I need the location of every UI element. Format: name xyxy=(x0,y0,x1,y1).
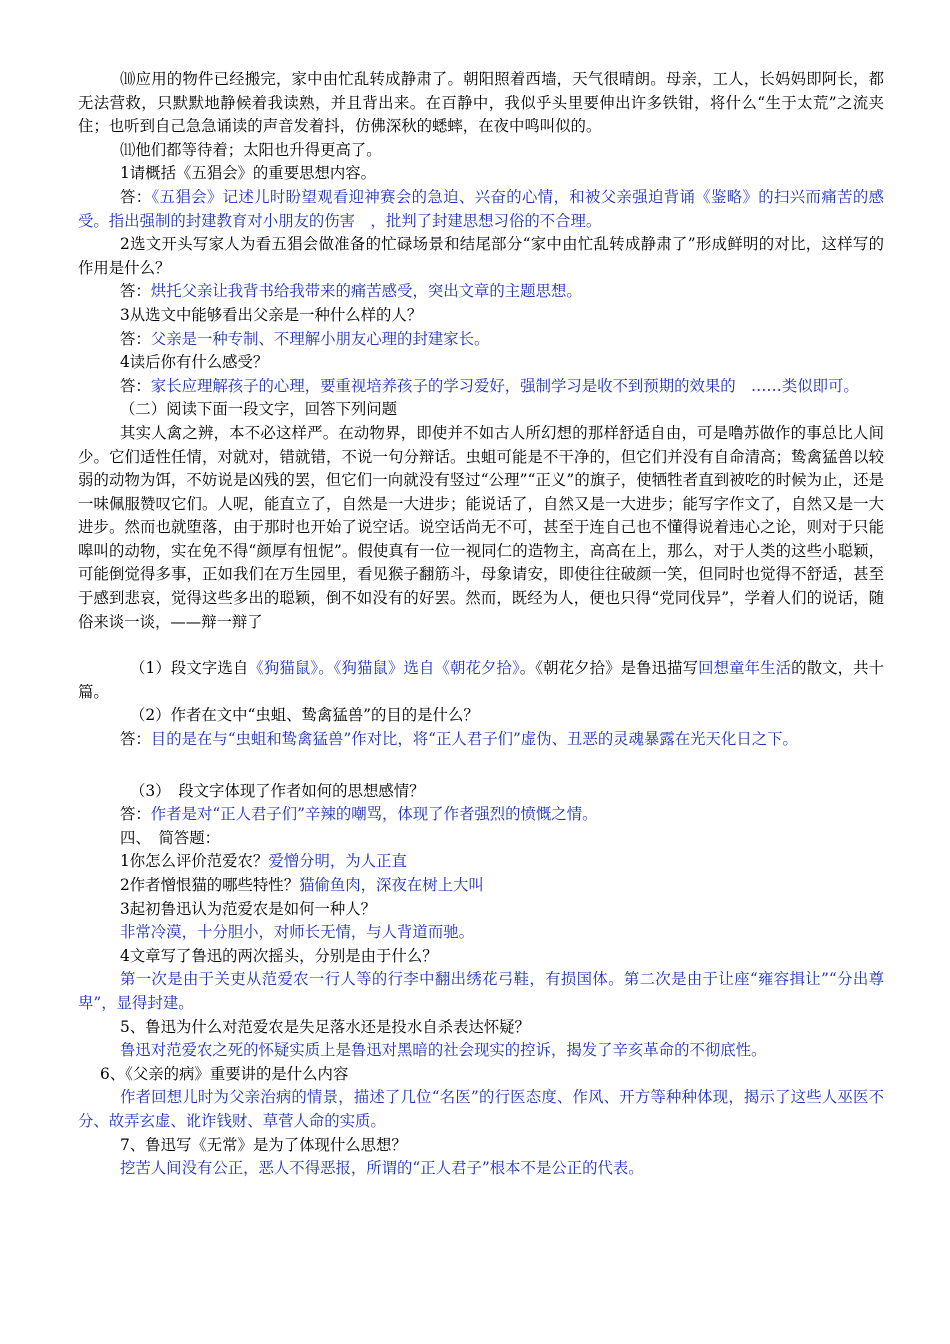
answer-text: 父亲是一种专制、不理解小朋友心理的封建家长。 xyxy=(150,329,490,348)
answer-1 xyxy=(78,186,884,233)
short-question-6: 6、《父亲的病》重要讲的是什么内容 xyxy=(100,1064,349,1083)
short-answer-6: 作者回想儿时为父亲治病的情景，描述了几位“名医”的行医态度、作风、开方等种种体现，揭示了这些人巫医不分、故弄玄虚、讹诈钱财、草菅人命的实质。 xyxy=(78,1088,884,1130)
question-2: 2选文开头写家人为看五猖会做准备的忙碌场景和结尾部分“家中由忙乱转成静肃了”形成鲜明的对比，这样写的作用是什么？ xyxy=(78,235,884,277)
answer-prefix: 答： xyxy=(120,730,151,749)
answer-text: 《五猖会》记述儿时盼望观看迎神赛会的急迫、兴奋的心情，和被父亲强迫背诵《鉴略》的扫兴而痛苦的感受。指出强制的封建教育对小朋友的伤害 ，批判了封建思想习俗的不合理。 xyxy=(78,187,884,230)
answer-text: 目的是在与“虫蛆和鸷禽猛兽”作对比，将“正人君子们”虚伪、丑恶的灵魂暴露在光天化日之下。 xyxy=(150,730,798,749)
question-1: 1请概括《五猖会》的重要思想内容。 xyxy=(120,164,377,183)
question-end: 的散文，共十篇。 xyxy=(78,659,884,701)
answer-text: 烘托父亲让我背书给我带来的痛苦感受，突出文章的主题思想。 xyxy=(150,282,582,301)
section-2-answer-3 xyxy=(78,803,884,827)
section-2-question-3: （3） 段文字体现了作者如何的思想感情？ xyxy=(130,781,425,800)
short-answer-4: 第一次是由于关吏从范爱农一行人等的行李中翻出绣花弓鞋，有损国体。第二次是由于让座“雍容揖让”“分出尊卑”，显得封建。 xyxy=(78,970,884,1012)
document-page xyxy=(78,68,884,1181)
answer-text: 猫偷鱼肉，深夜在树上大叫 xyxy=(299,876,484,894)
spacer xyxy=(78,634,884,657)
answer-text: 家长应理解孩子的心理，要重视培养孩子的学习爱好，强制学习是收不到预期的效果的 ……类似即可。 xyxy=(150,376,859,395)
answer-genre: 回想童年生活 xyxy=(698,659,792,678)
question-text: 2作者憎恨猫的哪些特性？ xyxy=(120,876,300,894)
section-2-answer-2 xyxy=(78,728,884,752)
answer-source: 《狗猫鼠》。《狗猫鼠》选自《朝花夕拾》 xyxy=(248,659,520,678)
section-2-question-2: （2）作者在文中“虫蛆、鸷禽猛兽”的目的是什么？ xyxy=(130,706,479,725)
short-question-2 xyxy=(78,874,884,898)
answer-text: 作者是对“正人君子们”辛辣的嘲骂，体现了作者强烈的愤慨之情。 xyxy=(150,805,598,824)
answer-2 xyxy=(78,280,884,304)
passage-paragraph-10: ⑽应用的物件已经搬完，家中由忙乱转成静肃了。朝阳照着西墙，天气很晴朗。母亲，工人，长妈妈即阿长，都无法营救，只默默地静候着我读熟，并且背出来。在百静中，我似乎头里要伸出许多铁钳，将什么“生于太荒”之流夹住；也听到自己急急诵读的声音发着抖，仿佛深秋的蟋蟀，在夜中鸣叫似的。 xyxy=(78,70,884,136)
question-3: 3从选文中能够看出父亲是一种什么样的人？ xyxy=(120,305,423,324)
answer-prefix: 答： xyxy=(120,376,151,395)
short-question-3: 3起初鲁迅认为范爱农是如何一种人？ xyxy=(120,899,377,918)
answer-prefix: 答： xyxy=(120,187,152,206)
short-question-1 xyxy=(78,850,884,874)
answer-4 xyxy=(78,375,884,399)
short-question-4: 4文章写了鲁迅的两次摇头，分别是由于什么？ xyxy=(120,946,438,965)
answer-prefix: 答： xyxy=(120,282,151,301)
answer-3 xyxy=(78,328,884,352)
answer-text: 爱憎分明，为人正直 xyxy=(268,852,407,871)
short-answer-5: 鲁迅对范爱农之死的怀疑实质上是鲁迅对黑暗的社会现实的控诉，揭发了辛亥革命的不彻底性。 xyxy=(120,1041,767,1060)
section-2-passage: 其实人禽之辨，本不必这样严。在动物界，即使并不如古人所幻想的那样舒适自由，可是噜苏做作的事总比人间少。它们适性任情，对就对，错就错，不说一句分辩话。虫蛆可能是不干净的，但它们并没有自命清高；鸷禽猛兽以较弱的动物为饵，不妨说是凶残的罢，但它们一向就没有竖过“公理”“正义”的旗子，使牺牲者直到被吃的时候为止，还是一味佩服赞叹它们。人呢，能直立了，自然是一大进步；能说话了，自然又是一大进步；能写字作文了，自然又是一大进步。然而也就堕落，由于那时也开始了说空话。说空话尚无不可，甚至于连自己也不懂得说着违心之论，则对于只能嗥叫的动物，实在免不得“颜厚有忸怩”。假使真有一位一视同仁的造物主，高高在上，那么，对于人类的这些小聪颖，可能倒觉得多事，正如我们在万生园里，看见猴子翻筋斗，母象请安，即使往往破颜一笑，但同时也觉得不舒适，甚至于感到悲哀，觉得这些多出的聪颖，倒不如没有的好罢。然而，既经为人，便也只得“党同伐异”，学着人们的说话，随俗来谈一谈，——辩一辩了 xyxy=(78,423,884,631)
section-4-heading: 四、 简答题： xyxy=(120,828,221,847)
short-answer-3: 非常冷漠，十分胆小，对师长无情，与人背道而驰。 xyxy=(120,923,474,942)
answer-prefix: 答： xyxy=(120,805,151,824)
section-2-question-1 xyxy=(78,657,884,704)
short-question-7: 7、鲁迅写《无常》是为了体现什么思想？ xyxy=(120,1135,407,1154)
question-4: 4读后你有什么感受？ xyxy=(120,353,269,372)
short-question-5: 5、鲁迅为什么对范爱农是失足落水还是投水自杀表达怀疑？ xyxy=(120,1017,530,1036)
question-text: 1你怎么评价范爱农？ xyxy=(120,852,269,871)
section-2-heading: （二）阅读下面一段文字，回答下列问题 xyxy=(120,400,398,419)
answer-prefix: 答： xyxy=(120,329,151,348)
question-middle: 。《朝花夕拾》是鲁迅描写 xyxy=(519,659,699,678)
spacer xyxy=(78,752,884,780)
question-prefix: （1）段文字选自 xyxy=(130,659,249,678)
short-answer-7: 挖苦人间没有公正，恶人不得恶报，所谓的“正人君子”根本不是公正的代表。 xyxy=(120,1159,644,1178)
passage-paragraph-11: ⑾他们都等待着；太阳也升得更高了。 xyxy=(120,140,382,159)
